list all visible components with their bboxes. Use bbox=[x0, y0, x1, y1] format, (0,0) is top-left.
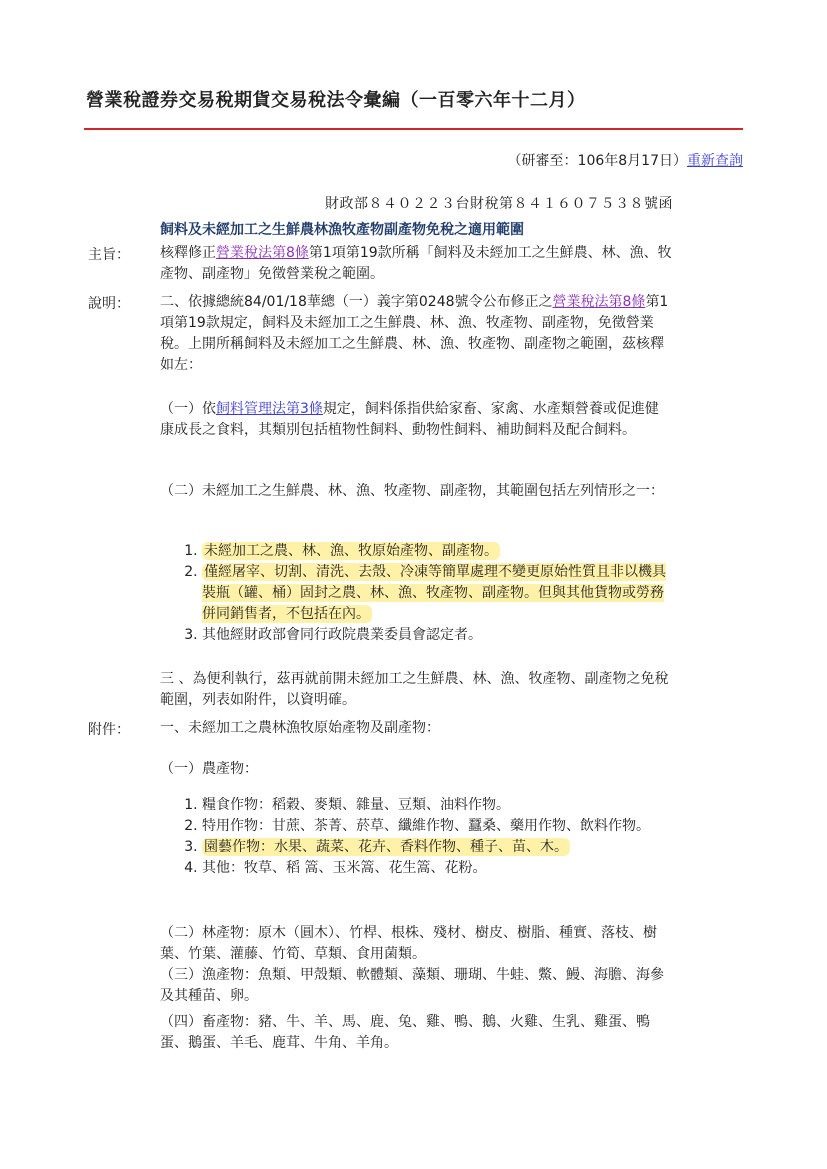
section-1-pre: （一）依 bbox=[160, 401, 216, 417]
list-item bbox=[202, 625, 672, 646]
document-number: 財政部８４０２２３台財稅第８４１６０７５３８號函 bbox=[325, 196, 673, 212]
highlighted-text: 園藝作物：水果、蔬菜、花卉、香料作物、種子、苗、木。 bbox=[204, 839, 568, 855]
list-item bbox=[202, 837, 672, 858]
highlighted-text: 未經加工之農、林、漁、牧原始產物、副產物。 bbox=[204, 543, 498, 559]
agri-list-wrap bbox=[160, 795, 672, 879]
list-item bbox=[202, 541, 672, 562]
forest-products: （二）林產物：原木（圓木）、竹桿、根株、殘材、樹皮、樹脂、種實、落枝、樹葉、竹葉、灌藤、竹筍、草類、食用菌類。 bbox=[160, 925, 657, 962]
page-title: 營業稅證券交易稅期貨交易稅法令彙編（一百零六年十二月） bbox=[86, 90, 586, 111]
agri-title: （一）農產物： bbox=[160, 761, 258, 777]
explanation-paragraph-3: 三 、為便利執行，茲再就前開未經加工之生鮮農、林、漁、牧產物、副產物之免稅範圍，列表如附件，以資明確。 bbox=[160, 671, 669, 708]
list-item-text: 其他：牧草、稻 篙、玉米篙、花生篙、花粉。 bbox=[202, 860, 487, 876]
list-item bbox=[202, 562, 672, 625]
requery-link[interactable]: 重新查詢 bbox=[687, 153, 743, 169]
list-item bbox=[202, 816, 672, 837]
purpose-label: 主旨： bbox=[88, 247, 130, 263]
section-2-list bbox=[160, 541, 672, 646]
purpose-text-pre: 核釋修正 bbox=[160, 245, 216, 261]
explanation-p2-post: 第1項第19款規定，飼料及未經加工之生鮮農、林、漁、牧產物、副產物，免徵營業稅。上開所稱飼料及未經加工之生鮮農、林、漁、牧產物、副產物之範圍，茲核釋如左： bbox=[160, 294, 669, 373]
purpose-text-post: 第1項第19款所稱「飼料及未經加工之生鮮農、林、漁、牧產物、副產物」免徵營業稅之範圍。 bbox=[160, 245, 672, 282]
fishery-products: （三）漁產物：魚類、甲殼類、軟體類、藻類、珊瑚、牛蛙、鱉、鰻、海膽、海參及其種苗、卵。 bbox=[160, 967, 664, 1004]
livestock-products: （四）畜產物：豬、牛、羊、馬、鹿、兔、雞、鴨、鵝、火雞、生乳、雞蛋、鴨蛋、鵝蛋、羊毛、鹿茸、牛角、羊角。 bbox=[160, 1014, 650, 1051]
agri-list bbox=[160, 795, 672, 879]
title-divider bbox=[84, 128, 743, 130]
list-item-text: 特用作物：甘蔗、茶菁、菸草、纖維作物、蠶桑、藥用作物、飲料作物。 bbox=[202, 818, 650, 834]
list-item-text: 其他經財政部會同行政院農業委員會認定者。 bbox=[202, 627, 482, 643]
review-date: （研審至：106年8月17日） bbox=[507, 153, 687, 169]
section-2-list-wrap bbox=[160, 541, 672, 646]
explanation-paragraph-2 bbox=[160, 292, 672, 376]
law-link-feed-art3[interactable]: 飼料管理法第3條 bbox=[216, 401, 323, 417]
highlighted-text: 僅經屠宰、切割、清洗、去殼、冷凍等簡單處理不變更原始性質且非以機具裝瓶（罐、桶）固封之農、林、漁、牧產物、副產物。但與其他貨物或勞務併同銷售者，不包括在內。 bbox=[202, 564, 666, 622]
explanation-section-1 bbox=[160, 399, 672, 441]
document-subject: 飼料及未經加工之生鮮農林漁牧產物副產物免稅之適用範圍 bbox=[160, 222, 524, 238]
attachment-intro: 一、未經加工之農林漁牧原始產物及副產物： bbox=[160, 720, 440, 736]
explanation-label: 說明： bbox=[88, 296, 130, 312]
purpose-text bbox=[160, 243, 672, 285]
list-item bbox=[202, 858, 672, 879]
attachment-label: 附件： bbox=[88, 722, 130, 738]
law-link-vat-art8[interactable]: 營業稅法第8條 bbox=[216, 245, 309, 261]
list-item-text: 糧食作物：稻穀、麥類、雜量、豆類、油料作物。 bbox=[202, 797, 510, 813]
section-1-post: 規定，飼料係指供給家畜、家禽、水產類營養或促進健康成長之食料，其類別包括植物性飼料、動物性飼料、補助飼料及配合飼料。 bbox=[160, 401, 659, 438]
explanation-p2-pre: 二、依據總統84/01/18華總（一）義字第0248號令公布修正之 bbox=[160, 294, 553, 310]
review-date-line bbox=[508, 150, 743, 170]
list-item bbox=[202, 795, 672, 816]
explanation-section-2: （二）未經加工之生鮮農、林、漁、牧產物、副產物，其範圍包括左列情形之一： bbox=[160, 483, 664, 499]
law-link-vat-art8-2[interactable]: 營業稅法第8條 bbox=[552, 294, 646, 310]
